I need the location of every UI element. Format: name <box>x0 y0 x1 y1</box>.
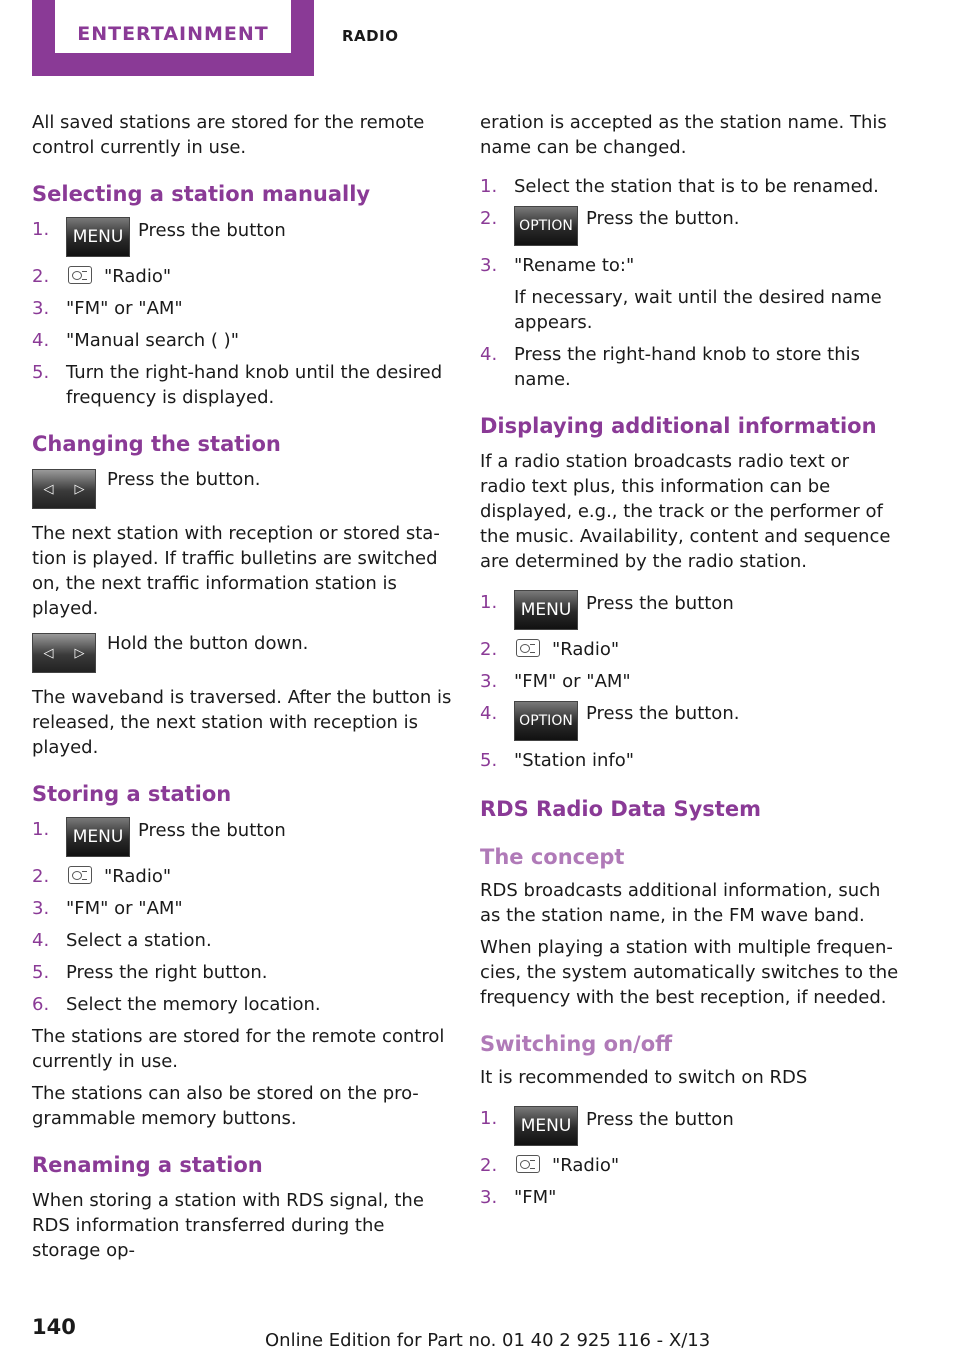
menu-button-icon: MENU <box>66 817 130 857</box>
radio-icon <box>516 1155 540 1173</box>
switching-text: It is recommended to switch on RDS <box>480 1067 808 1088</box>
menu-button-icon: MENU <box>514 1106 578 1146</box>
skip-hold-row: ◁ ▷ Hold the button down. <box>32 631 452 673</box>
list-item: 4. "Manual search ( )" <box>32 330 239 351</box>
radio-icon <box>516 639 540 657</box>
heading-concept: The concept <box>480 845 625 869</box>
list-item: 1. MENU Press the button <box>32 817 452 857</box>
list-item: 1. MENU Press the button <box>32 217 452 257</box>
rds-steps <box>480 1106 900 1210</box>
heading-switching: Switching on/off <box>480 1032 673 1056</box>
heading-renaming: Renaming a station <box>32 1153 263 1177</box>
skip-button-icon: ◁ ▷ <box>32 469 96 509</box>
right-column <box>480 110 900 1217</box>
list-item: 1. Select the station that is to be renamed. <box>480 176 879 197</box>
list-item: 2. "Radio" <box>480 1155 620 1176</box>
section-title: ENTERTAINMENT <box>55 0 291 53</box>
skip-button-icon: ◁ ▷ <box>32 633 96 673</box>
list-item: 1. MENU Press the button <box>480 1106 900 1146</box>
option-button-icon: OPTION <box>514 701 578 741</box>
concept-text: RDS broadcasts additional information, such as the station name, in the FM wave band. <box>480 880 881 926</box>
list-item: 3. "Rename to:" If necessary, wait until the desired name appears. <box>480 255 882 333</box>
heading-rds: RDS Radio Data System <box>480 797 761 821</box>
display-steps <box>480 590 900 773</box>
list-item: 1. MENU Press the button <box>480 590 900 630</box>
list-item: 3. "FM" or "AM" <box>32 298 183 319</box>
page-number: 140 <box>32 1315 76 1339</box>
list-item: 6. Select the memory location. <box>32 994 321 1015</box>
storing-note: The stations are stored for the remote control currently in use. <box>32 1026 445 1072</box>
list-item: 5. "Station info" <box>480 750 635 771</box>
intro-text: All saved stations are stored for the remote control currently in use. <box>32 112 425 158</box>
storing-steps <box>32 817 452 1017</box>
menu-button-icon: MENU <box>514 590 578 630</box>
list-item: 2. "Radio" <box>32 866 172 887</box>
storing-note: The stations can also be stored on the programmable memory buttons. <box>32 1083 419 1129</box>
list-item: 2. "Radio" <box>32 266 172 287</box>
list-item: 4. OPTION Press the button. <box>480 701 900 741</box>
list-item: 3. "FM" or "AM" <box>480 671 631 692</box>
heading-changing: Changing the station <box>32 432 281 456</box>
list-item: 2. OPTION Press the button. <box>480 206 900 246</box>
heading-display: Displaying additional information <box>480 414 877 438</box>
list-item: 4. Select a station. <box>32 930 212 951</box>
heading-storing: Storing a station <box>32 782 232 806</box>
edition-text: Online Edition for Part no. 01 40 2 925 116 - X/13 <box>265 1330 711 1351</box>
manual-steps <box>32 217 452 410</box>
menu-button-icon: MENU <box>66 217 130 257</box>
display-text: If a radio station broadcasts radio text or radio text plus, this information can be displayed, e.g., the track or the performer of the music. Availability, content and sequence are determined by the radio station. <box>480 451 891 572</box>
subsection-title: RADIO <box>342 27 399 45</box>
renaming-continued: eration is accepted as the station name. This name can be changed. <box>480 112 887 158</box>
concept-text: When playing a station with multiple frequencies, the system automatically switches to the frequency with the best reception, if needed. <box>480 937 899 1008</box>
radio-icon <box>68 266 92 284</box>
list-item: 2. "Radio" <box>480 639 620 660</box>
heading-manual: Selecting a station manually <box>32 182 371 206</box>
rename-steps <box>480 174 900 392</box>
press-description: The next station with reception or stored station is played. If traffic bulletins are switched on, the next traffic information station is played. <box>32 523 440 619</box>
renaming-text: When storing a station with RDS signal, the RDS information transferred during the storage op- <box>32 1190 424 1261</box>
list-item: 4. Press the right-hand knob to store this name. <box>480 344 861 390</box>
hold-description: The waveband is traversed. After the button is released, the next station with reception is played. <box>32 687 452 758</box>
list-item: 3. "FM" or "AM" <box>32 898 183 919</box>
skip-press-row: ◁ ▷ Press the button. <box>32 467 452 509</box>
left-column <box>32 110 452 1270</box>
radio-icon <box>68 866 92 884</box>
list-item: 5. Press the right button. <box>32 962 268 983</box>
option-button-icon: OPTION <box>514 206 578 246</box>
list-item: 5. Turn the right-hand knob until the desired frequency is displayed. <box>32 362 443 408</box>
list-item: 3. "FM" <box>480 1187 557 1208</box>
